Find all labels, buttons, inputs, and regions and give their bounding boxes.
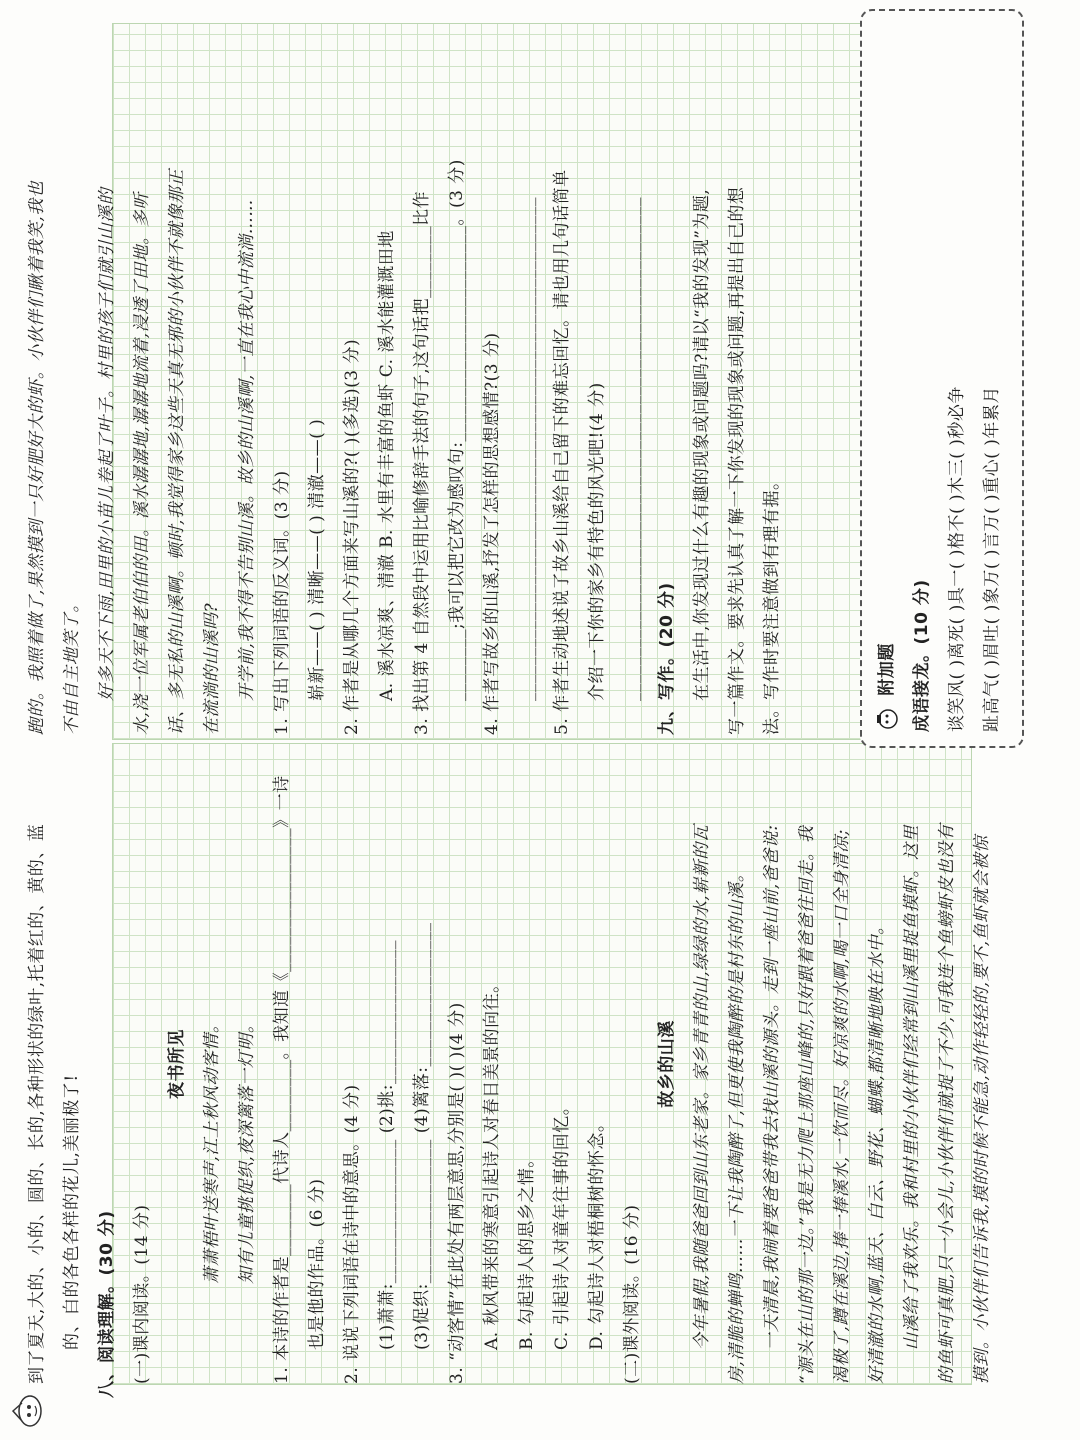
poem-title: 夜书所见: [167, 1029, 187, 1099]
section-8-heading: 八、阅读理解。(30 分): [97, 1210, 117, 1398]
passage-line-6: 好清澈的水啊,蓝天、白云、野花、蝴蝶,都清晰地映在水中。: [867, 917, 887, 1384]
intro-line-1: 到了夏天,大的、小的、圆的、长的,各种形状的绿叶,托着红的、黄的、蓝: [27, 823, 47, 1384]
option-d: D. 勾起诗人对梧桐树的怀念。: [587, 1114, 607, 1350]
bonus-title: 附加题: [877, 643, 897, 696]
r-question-5-line-2: 介绍一下你的家乡有特色的风光吧!(4 分): [587, 382, 607, 701]
passage-line-1: 今年暑假,我随爸爸回到山东老家。家乡青青的山,绿绿的水,崭新的瓦: [692, 824, 712, 1350]
passage-line-16: 开学前,我不得不告别山溪。故乡的山溪啊,一直在我心中流淌……: [237, 199, 257, 701]
question-1-line-1: 1. 本诗的作者是________代诗人________。我知道《________________》一诗: [272, 775, 292, 1384]
pencil-mascot-icon: [10, 1392, 44, 1430]
r-question-3-line-2: ________;我可以把它改为感叹句:________________________。(3 分): [447, 159, 467, 701]
option-b: B. 勾起诗人的思乡之情。: [517, 1150, 537, 1350]
question-3: 3. “动客情”在此处有两层意思,分别是( )( )(4 分): [447, 1002, 467, 1384]
passage-line-15: 在流淌的山溪吗?: [202, 602, 222, 735]
passage-line-2: 房,清脆的蝉鸣……一下让我陶醉了,但更使我陶醉的是村东的山溪。: [727, 864, 747, 1384]
idiom-row-2: 趾高气( )眉吐( )象万( )言万( )重心( )年累月: [982, 386, 1002, 732]
passage-title: 故乡的山溪: [657, 1020, 677, 1108]
passage-line-11: 不由自主地笑了。: [62, 595, 82, 735]
question-2-row-2: (3)促织:________________ (4)篱落:________________: [412, 922, 432, 1350]
section-9-heading: 九、写作。(20 分): [657, 582, 677, 735]
left-page: [0, 750, 1080, 1440]
r-question-4: 4. 作者写故乡的山溪,抒发了怎样的思想感情?(3 分): [482, 332, 502, 735]
r-question-1: 1. 写出下列词语的反义词。(3 分): [272, 470, 292, 735]
idiom-row-1: 谈笑风( )离死( )具一( )格不( )木三( )秒必争: [947, 386, 967, 732]
subsection-1-heading: (一)课内阅读。(14 分): [132, 1204, 152, 1384]
poem-line-2: 知有儿童挑促织,夜深篱落一灯明。: [237, 1015, 257, 1284]
r-question-5-answer-line: ________________________________________________________: [622, 197, 642, 701]
passage-line-4: “源头在山的那一边。”我是无力爬上那座山峰的,只好跟着爸爸往回走。我: [797, 825, 817, 1384]
r-question-2-options: A. 溪水凉爽、清澈 B. 水里有丰富的鱼虾 C. 溪水能灌溉田地: [377, 230, 397, 701]
writing-prompt-line-2: 写一篇作文。要求先认真了解一下你发现的现象或问题,再提出自己的想: [727, 186, 747, 735]
passage-line-14: 话、多无私的山溪啊。顿时,我觉得家乡这些天真无邪的小伙伴不就像那正: [167, 169, 187, 735]
passage-line-5: 渴极了,蹲在溪边,捧一捧溪水,一饮而尽。好凉爽的水啊,喝一口全身清凉;: [832, 829, 852, 1384]
poem-line-1: 萧萧梧叶送寒声,江上秋风动客情。: [202, 1015, 222, 1284]
passage-line-12: 好多天不下雨,田里的小苗儿卷起了叶子。村里的孩子们就引山溪的: [97, 187, 117, 701]
passage-line-10: 跑的。我照着做了,果然摸到一只好肥好大的虾。小伙伴们瞅着我笑,我也: [27, 180, 47, 735]
subsection-2-heading: (二)课外阅读。(16 分): [622, 1204, 642, 1384]
question-2: 2. 说说下列词语在诗中的意思。(4 分): [342, 1084, 362, 1384]
option-a: A. 秋风带来的寒意引起诗人对春日美景的向往。: [482, 975, 502, 1350]
left-text-block: [20, 754, 1000, 1398]
passage-line-13: 水,浇一位军属老伯伯的田。溪水潺潺地,潺潺地流着,浸透了田地。多听: [132, 192, 152, 735]
r-question-4-answer-line: ________________________________________________________: [517, 197, 537, 701]
mascot-icon: [875, 706, 899, 732]
bonus-box: [860, 9, 1024, 748]
bonus-title-row: [870, 386, 905, 732]
bonus-heading: 成语接龙。(10 分): [912, 579, 932, 732]
writing-prompt-line-1: 在生活中,你发现过什么有趣的现象或问题吗?请以“我的发现”为题,: [692, 188, 712, 701]
question-2-row-1: (1)萧萧:________________ (2)挑:________________: [377, 939, 397, 1350]
option-c: C. 引起诗人对童年往事的回忆。: [552, 1097, 572, 1350]
r-question-2: 2. 作者是从哪几个方面来写山溪的?( )(多选)(3 分): [342, 338, 362, 735]
passage-line-3: 一天清晨,我闹着要爸爸带我去找山溪的源头。走到一座山前,爸爸说:: [762, 824, 782, 1350]
r-question-3-line-1: 3. 找出第 4 自然段中运用比喻修辞手法的句子,这句话把________比作: [412, 190, 432, 735]
right-text-block: [20, 15, 790, 735]
writing-prompt-line-3: 法。写作时要注意做到有理有据。: [762, 472, 782, 735]
passage-line-8: 的鱼虾可真肥,只一小会儿,小伙伴们就捉了不少,可我连个鱼螃虾皮也没有: [937, 823, 957, 1384]
question-1-line-2: 也是他的作品。(6 分): [307, 1178, 327, 1350]
r-question-1-row: 崭新——( ) 清晰——( ) 清澈——( ): [307, 418, 327, 701]
r-question-5-line-1: 5. 作者生动地述说了故乡山溪给自己留下的难忘回忆。请也用几句话简单: [552, 169, 572, 735]
intro-line-2: 的、白的各色各样的花儿,美丽极了!: [62, 1074, 82, 1350]
passage-line-7: 山溪给了我欢乐。我和村里的小伙伴们经常到山溪里捉鱼摸虾。这里: [902, 825, 922, 1350]
passage-line-9: 摸到。小伙伴们告诉我,摸的时候不能急,动作轻轻的,要不,鱼虾就会被惊: [972, 835, 992, 1384]
